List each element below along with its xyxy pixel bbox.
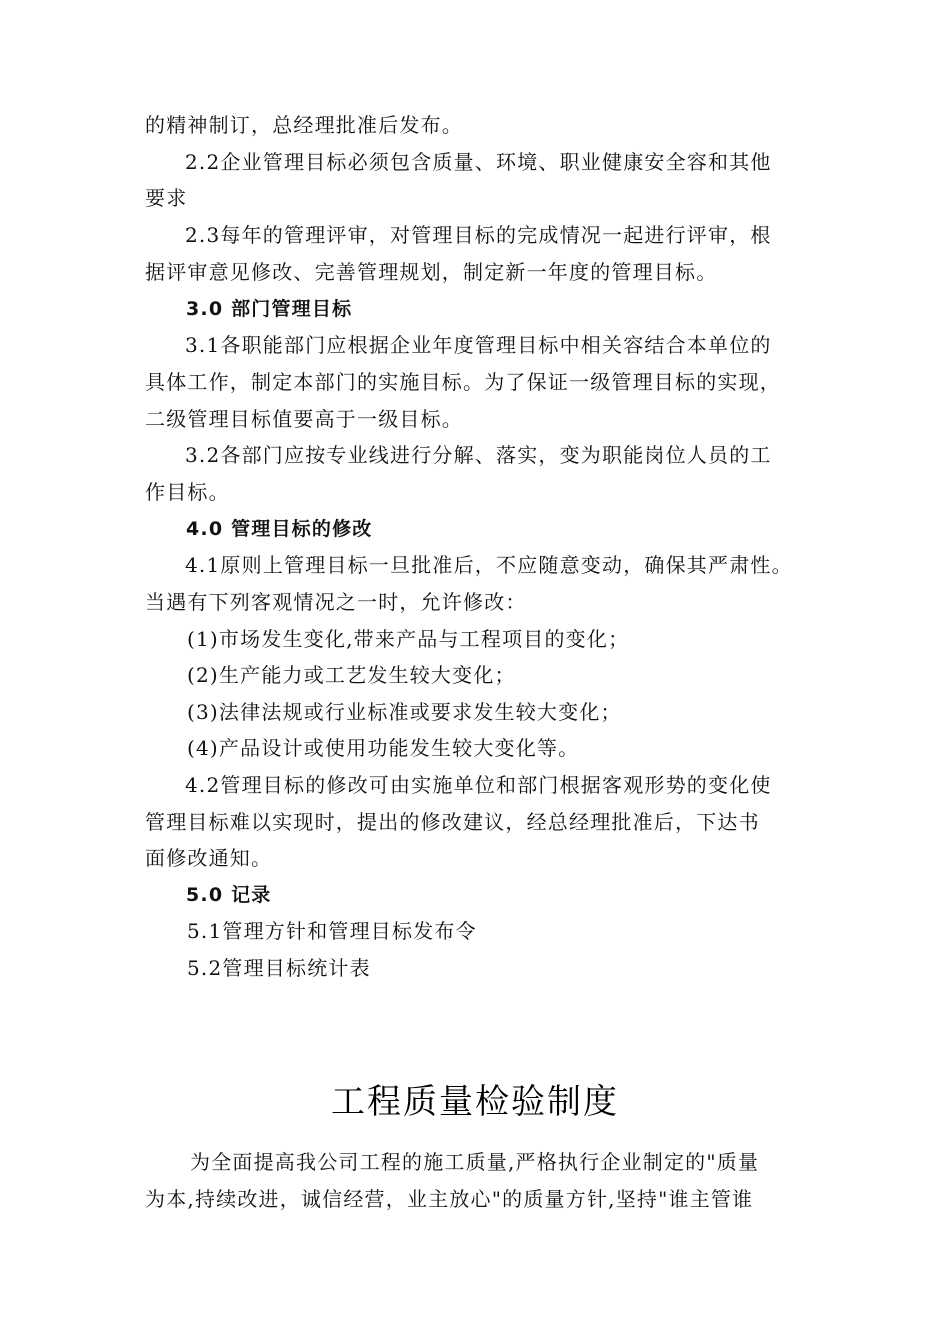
clause-2-3-line: 2.3每年的管理评审，对管理目标的完成情况一起进行评审，根 [185, 223, 772, 247]
paragraph-line: 作目标。 [145, 480, 230, 504]
list-item: (3)法律法规或行业标准或要求发生较大变化； [187, 700, 622, 724]
clause-2-2-line: 2.2企业管理目标必须包含质量、环境、职业健康安全容和其他 [185, 150, 772, 174]
paragraph-line: 具体工作，制定本部门的实施目标。为了保证一级管理目标的实现， [145, 370, 781, 394]
paragraph-line: 当遇有下列客观情况之一时，允许修改： [145, 590, 527, 614]
section-heading-5: 5.0 记录 [186, 884, 272, 906]
intro-line: 为全面提高我公司工程的施工质量,严格执行企业制定的"质量 [190, 1150, 760, 1174]
paragraph-line: 二级管理目标值要高于一级目标。 [145, 407, 463, 431]
clause-5-2-line: 5.2管理目标统计表 [187, 956, 371, 980]
paragraph-line: 的精神制订，总经理批准后发布。 [145, 113, 463, 137]
section-title: 工程质量检验制度 [331, 1082, 619, 1122]
list-item: (2)生产能力或工艺发生较大变化； [187, 663, 516, 687]
list-item: (4)产品设计或使用功能发生较大变化等。 [187, 736, 580, 760]
clause-5-1-line: 5.1管理方针和管理目标发布令 [187, 919, 477, 943]
list-item: (1)市场发生变化,带来产品与工程项目的变化； [187, 627, 630, 651]
section-heading-3: 3.0 部门管理目标 [186, 298, 353, 320]
paragraph-line: 管理目标难以实现时，提出的修改建议，经总经理批准后，下达书 [145, 810, 760, 834]
clause-4-2-line: 4.2管理目标的修改可由实施单位和部门根据客观形势的变化使 [185, 773, 772, 797]
clause-3-1-line: 3.1各职能部门应根据企业年度管理目标中相关容结合本单位的 [185, 333, 772, 357]
clause-4-1-line: 4.1原则上管理目标一旦批准后，不应随意变动，确保其严肃性。 [185, 553, 793, 577]
paragraph-line: 据评审意见修改、完善管理规划，制定新一年度的管理目标。 [145, 260, 718, 284]
clause-3-2-line: 3.2各部门应按专业线进行分解、落实，变为职能岗位人员的工 [185, 443, 772, 467]
intro-line: 为本,持续改进，诚信经营，业主放心"的质量方针,坚持"谁主管谁 [145, 1187, 754, 1211]
paragraph-line: 要求 [145, 186, 188, 210]
section-heading-4: 4.0 管理目标的修改 [186, 518, 373, 540]
paragraph-line: 面修改通知。 [145, 846, 273, 870]
